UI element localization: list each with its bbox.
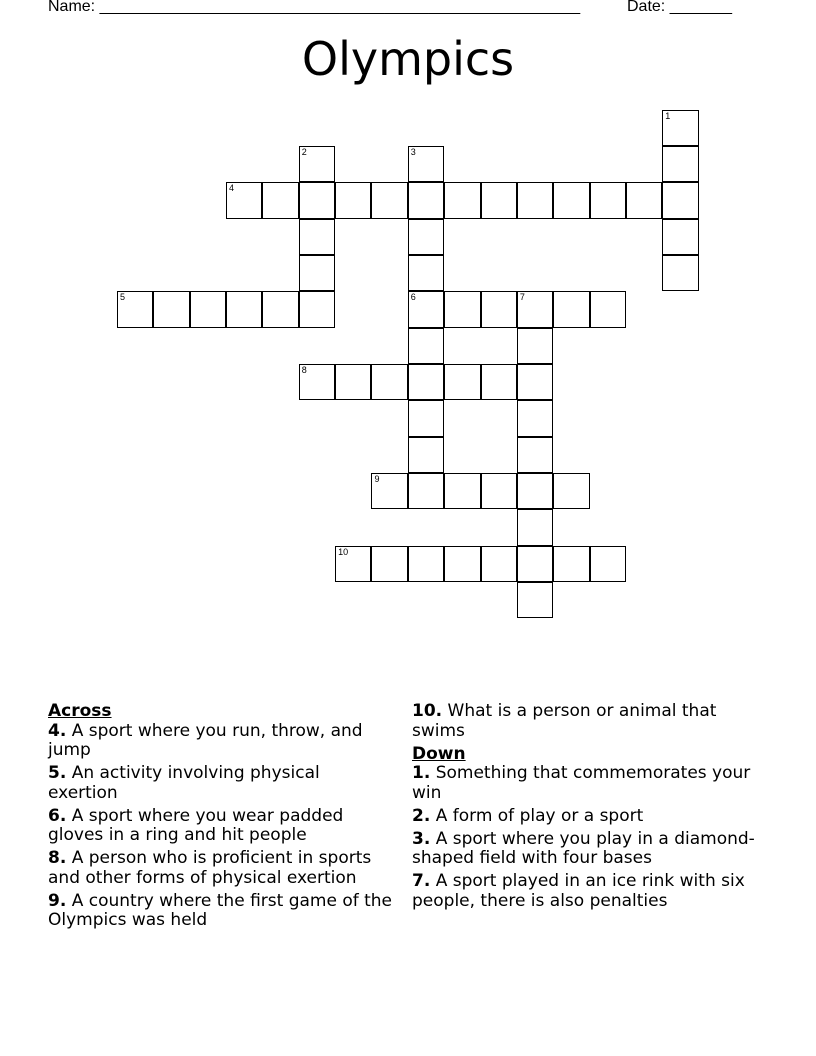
clue-across-9 (48, 892, 393, 931)
cell-number: 1 (665, 110, 671, 121)
grid-cell[interactable] (408, 146, 444, 182)
clue-text: A sport played in an ice rink with six people, there is also penalties (412, 871, 745, 911)
grid-cell[interactable] (481, 291, 517, 327)
clue-across-5 (48, 764, 393, 803)
clues-right-column (412, 702, 762, 915)
grid-cell[interactable] (299, 291, 335, 327)
grid-cell[interactable] (481, 473, 517, 509)
grid-cell[interactable] (517, 509, 553, 545)
clues-left-column (48, 702, 393, 934)
grid-cell[interactable] (481, 546, 517, 582)
grid-cell[interactable] (626, 182, 662, 218)
clue-down-3 (412, 830, 762, 869)
grid-cell[interactable] (262, 182, 298, 218)
grid-cell[interactable] (408, 473, 444, 509)
grid-cell[interactable] (335, 364, 371, 400)
clue-across-10 (412, 702, 762, 741)
grid-cell[interactable] (662, 110, 698, 146)
grid-cell[interactable] (408, 255, 444, 291)
clue-down-2 (412, 807, 762, 827)
grid-cell[interactable] (262, 291, 298, 327)
grid-cell[interactable] (190, 291, 226, 327)
cell-number: 10 (338, 546, 349, 557)
grid-cell[interactable] (117, 291, 153, 327)
cell-number: 7 (519, 292, 525, 303)
cell-number: 9 (374, 474, 380, 484)
clue-across-8 (48, 849, 393, 888)
cell-number: 2 (301, 146, 307, 157)
grid-cell[interactable] (299, 364, 335, 400)
grid-cell[interactable] (444, 473, 480, 509)
grid-cell[interactable] (299, 219, 335, 255)
grid-cell[interactable] (335, 546, 371, 582)
grid-cell[interactable] (590, 291, 626, 327)
grid-cell[interactable] (517, 546, 553, 582)
grid-cell[interactable] (444, 364, 480, 400)
clue-number: 4. (48, 720, 67, 741)
grid-cell[interactable] (226, 182, 262, 218)
clue-down-7 (412, 872, 762, 911)
grid-cell[interactable] (553, 546, 589, 582)
grid-cell[interactable] (517, 291, 553, 327)
clue-number: 2. (412, 805, 431, 826)
clue-across-4 (48, 722, 393, 761)
clue-text: A sport where you play in a diamond-shaped field with four bases (412, 828, 755, 868)
grid-cell[interactable] (517, 364, 553, 400)
grid-cell[interactable] (517, 473, 553, 509)
grid-cell[interactable] (444, 291, 480, 327)
clue-down-1 (412, 764, 762, 803)
grid-cell[interactable] (371, 546, 407, 582)
grid-cell[interactable] (590, 546, 626, 582)
grid-cell[interactable] (553, 473, 589, 509)
grid-cell[interactable] (408, 291, 444, 327)
grid-cell[interactable] (444, 182, 480, 218)
clue-text: A sport where you wear padded gloves in a ring and hit people (48, 805, 344, 845)
cell-number: 5 (120, 292, 126, 303)
clue-number: 10. (412, 701, 443, 721)
date-field-label: Date: _______ (627, 0, 732, 15)
clue-number: 3. (412, 828, 431, 849)
clue-text: What is a person or animal that swims (412, 701, 717, 741)
grid-cell[interactable] (226, 291, 262, 327)
grid-cell[interactable] (408, 364, 444, 400)
grid-cell[interactable] (153, 291, 189, 327)
grid-cell[interactable] (517, 182, 553, 218)
grid-cell[interactable] (335, 182, 371, 218)
grid-cell[interactable] (408, 437, 444, 473)
grid-cell[interactable] (662, 255, 698, 291)
grid-cell[interactable] (299, 255, 335, 291)
cell-number: 3 (410, 146, 416, 157)
grid-cell[interactable] (371, 473, 407, 509)
clue-number: 7. (412, 871, 431, 891)
grid-cell[interactable] (517, 582, 553, 618)
cell-number: 4 (229, 183, 235, 194)
clue-text: A form of play or a sport (435, 805, 644, 826)
grid-cell[interactable] (662, 219, 698, 255)
grid-cell[interactable] (371, 364, 407, 400)
grid-cell[interactable] (517, 328, 553, 364)
grid-cell[interactable] (481, 182, 517, 218)
grid-cell[interactable] (481, 364, 517, 400)
clue-number: 9. (48, 890, 67, 911)
clue-text: A person who is proficient in sports and other forms of physical exertion (48, 848, 372, 888)
down-heading: Down (412, 743, 466, 764)
grid-cell[interactable] (590, 182, 626, 218)
clue-across-6 (48, 807, 393, 846)
name-field-label: Name: ______________________________________________________ (48, 0, 581, 15)
grid-cell[interactable] (517, 437, 553, 473)
grid-cell[interactable] (408, 546, 444, 582)
grid-cell[interactable] (662, 146, 698, 182)
cell-number: 8 (301, 364, 307, 375)
grid-cell[interactable] (408, 400, 444, 436)
clue-text: A country where the first game of the Olympics was held (48, 890, 393, 930)
grid-cell[interactable] (299, 182, 335, 218)
clue-number: 8. (48, 848, 67, 868)
grid-cell[interactable] (662, 182, 698, 218)
clue-number: 1. (412, 763, 431, 783)
clue-text: Something that commemorates your win (412, 763, 751, 803)
cell-number: 6 (410, 292, 416, 303)
grid-cell[interactable] (408, 328, 444, 364)
clue-number: 5. (48, 763, 67, 783)
grid-cell[interactable] (553, 291, 589, 327)
grid-cell[interactable] (371, 182, 407, 218)
grid-cell[interactable] (517, 400, 553, 436)
grid-cell[interactable] (553, 182, 589, 218)
grid-cell[interactable] (444, 546, 480, 582)
clue-text: A sport where you run, throw, and jump (48, 720, 363, 760)
clue-text: An activity involving physical exertion (48, 763, 320, 803)
page-title: Olympics (301, 32, 515, 86)
grid-cell[interactable] (299, 146, 335, 182)
grid-cell[interactable] (408, 219, 444, 255)
clue-number: 6. (48, 805, 67, 826)
across-heading: Across (48, 701, 112, 721)
grid-cell[interactable] (408, 182, 444, 218)
